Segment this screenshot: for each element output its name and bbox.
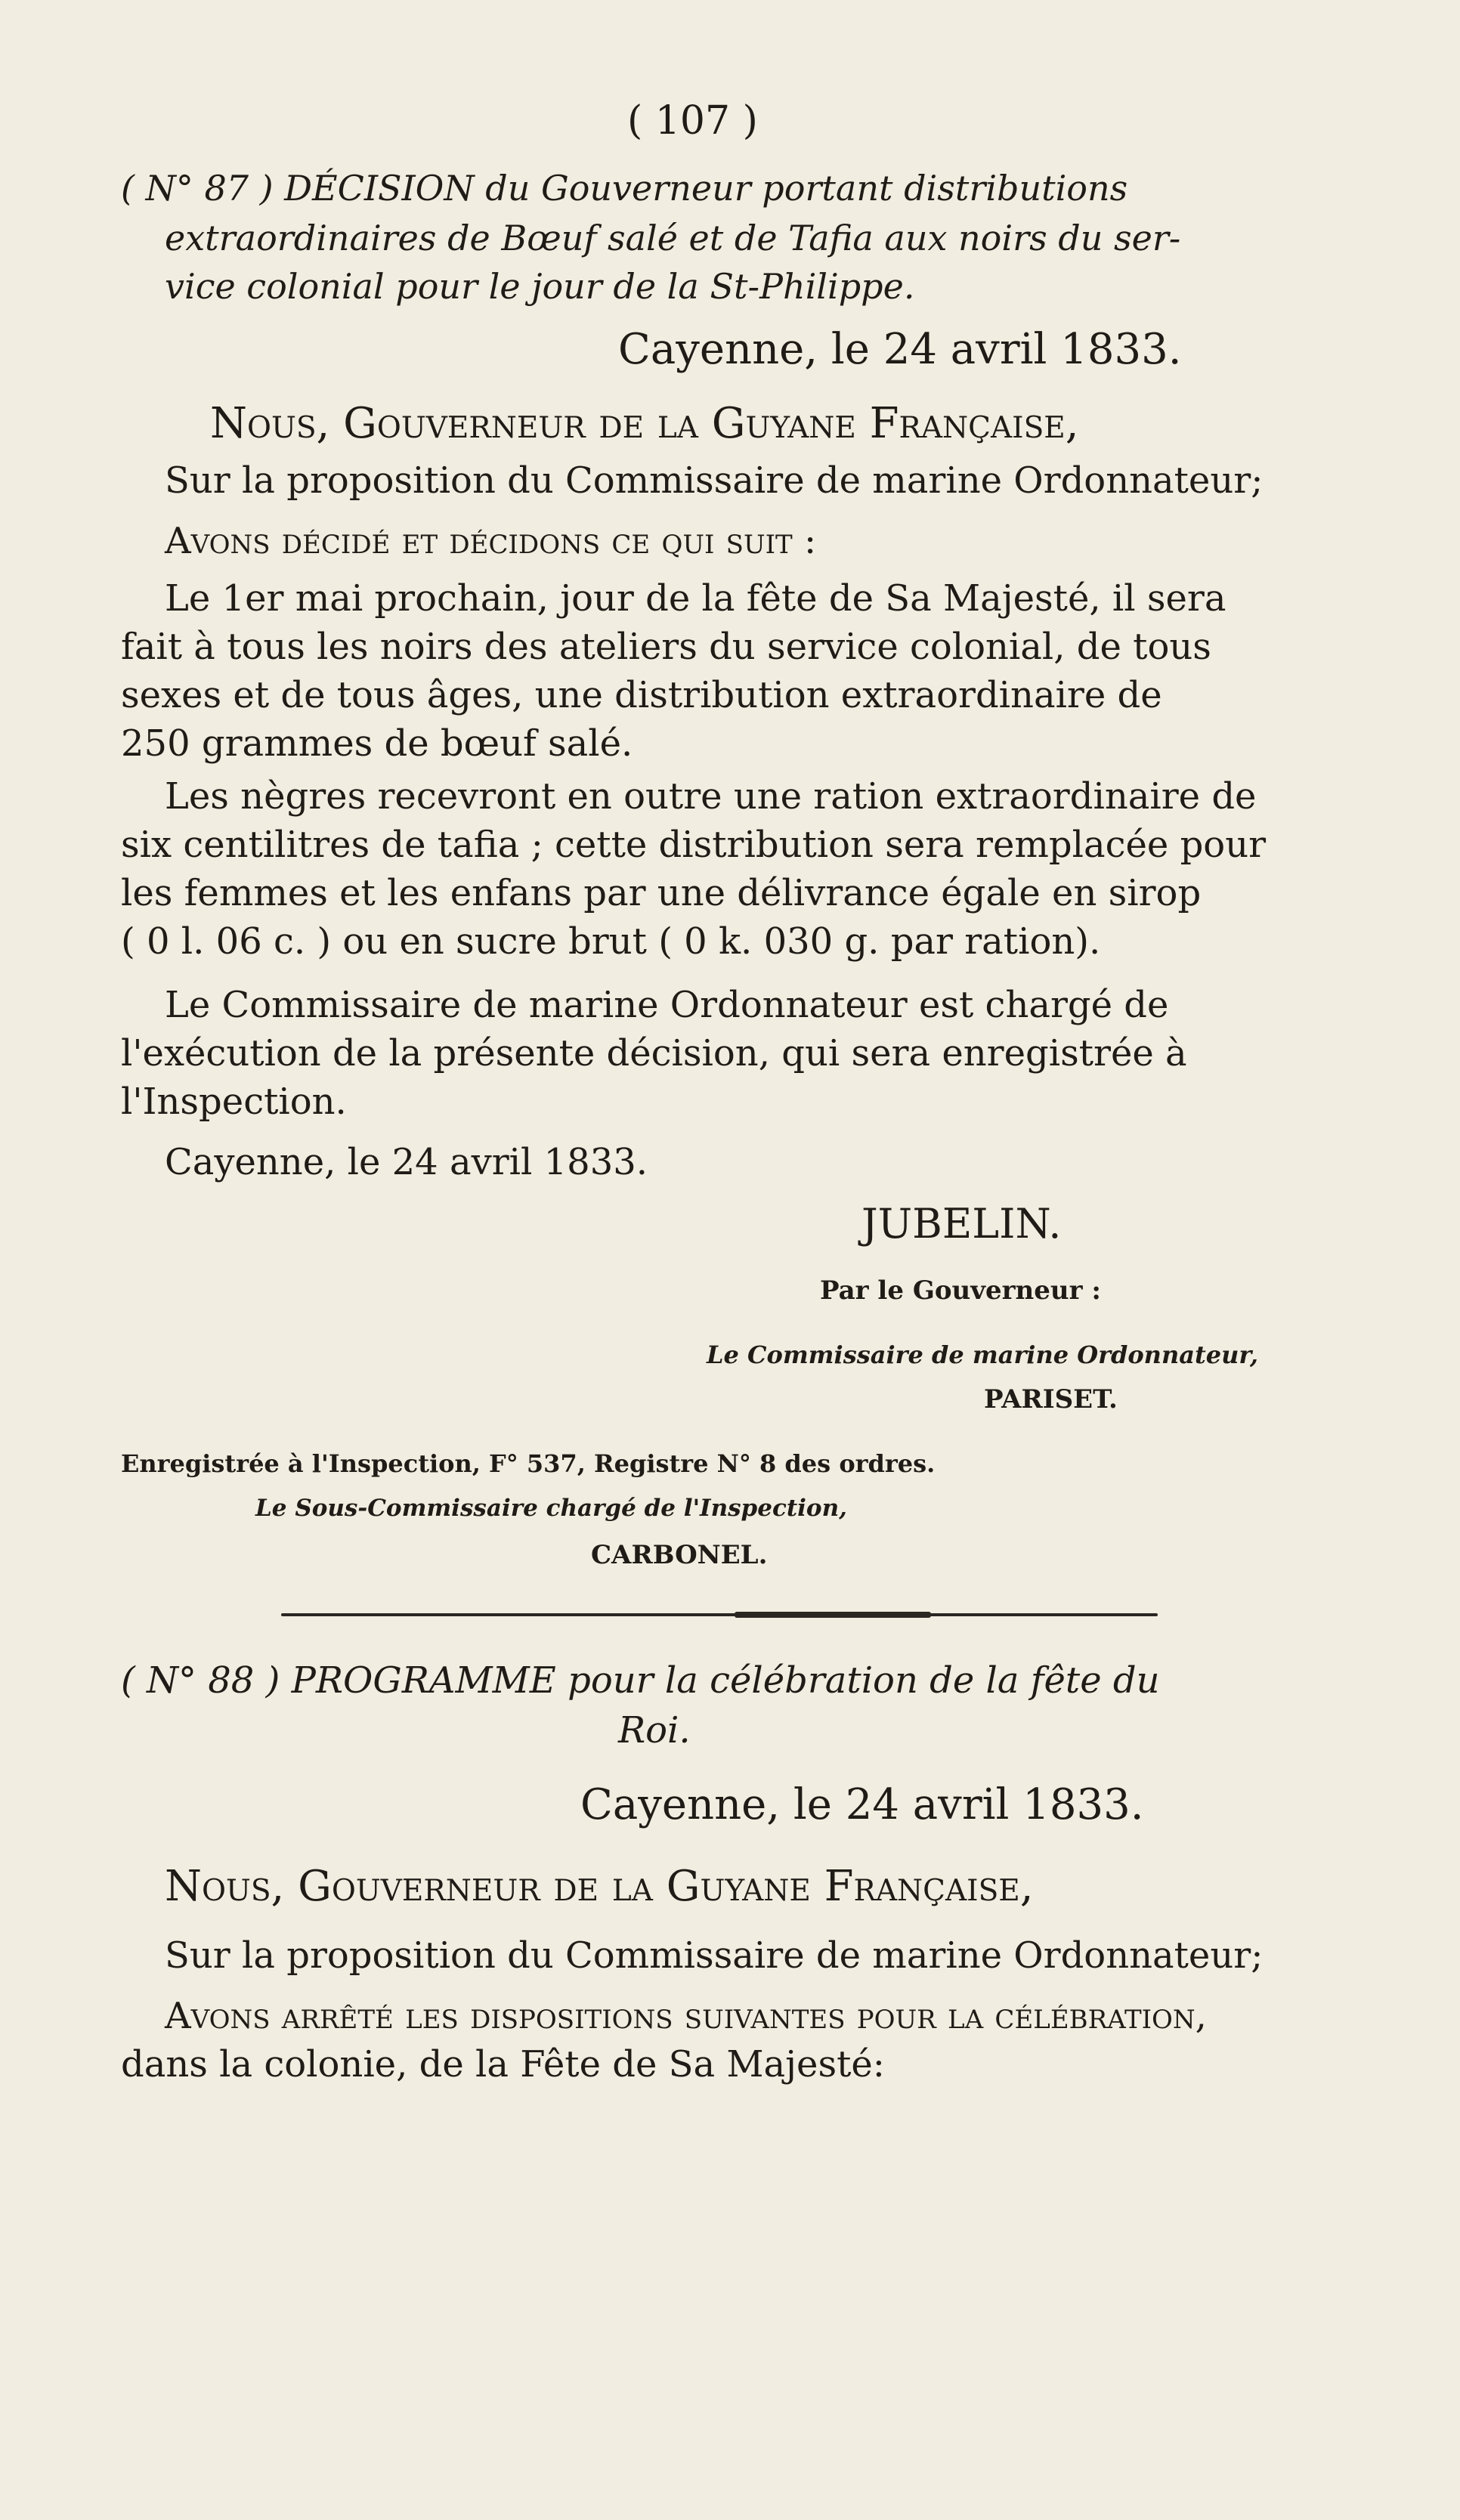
programme-place-date: Cayenne, le 24 avril 1833. xyxy=(580,1780,1144,1829)
programme-proposition: Sur la proposition du Commissaire de marine Ordonnateur; xyxy=(165,1934,1264,1977)
programme-avons-line2: dans la colonie, de la Fête de Sa Majesté: xyxy=(121,2043,885,2086)
programme-heading-line2: Roi. xyxy=(618,1709,691,1752)
commissaire-name: PARISET. xyxy=(984,1384,1118,1415)
paragraph1-line1: Le 1er mai prochain, jour de la fête de Sa Majesté, il sera xyxy=(165,577,1226,620)
paragraph2-line1: Les nègres recevront en outre une ration extraordinaire de xyxy=(165,775,1257,818)
sous-commissaire-name: CARBONEL. xyxy=(591,1540,768,1570)
paragraph3-line1: Le Commissaire de marine Ordonnateur est chargé de xyxy=(165,984,1169,1026)
decision-heading-line2: extraordinaires de Bœuf salé et de Tafia aux noirs du ser- xyxy=(165,218,1181,258)
paragraph2-line4: ( 0 l. 06 c. ) ou en sucre brut ( 0 k. 030 g. par ration). xyxy=(121,920,1101,963)
paragraph1-line2: fait à tous les noirs des ateliers du service colonial, de tous xyxy=(121,626,1211,668)
paragraph3-line3: l'Inspection. xyxy=(121,1081,347,1123)
paragraph1-line4: 250 grammes de bœuf salé. xyxy=(121,722,633,765)
programme-nous: Nous, Gouverneur de la Guyane Française, xyxy=(165,1862,1034,1911)
decision-nous: Nous, Gouverneur de la Guyane Française, xyxy=(210,399,1079,448)
decision-proposition: Sur la proposition du Commissaire de marine Ordonnateur; xyxy=(165,459,1264,502)
paragraph2-line2: six centilitres de tafia ; cette distribution sera remplacée pour xyxy=(121,824,1267,866)
commissaire-title: Le Commissaire de marine Ordonnateur, xyxy=(707,1340,1259,1369)
decision-heading-line1: ( N° 87 ) DÉCISION du Gouverneur portant distributions xyxy=(121,168,1128,209)
paragraph2-line3: les femmes et les enfans par une délivrance égale en sirop xyxy=(121,872,1202,914)
enregistree-line: Enregistrée à l'Inspection, F° 537, Registre N° 8 des ordres. xyxy=(121,1449,936,1478)
signature-jubelin: JUBELIN. xyxy=(861,1200,1062,1248)
sous-commissaire-title: Le Sous-Commissaire chargé de l'Inspection, xyxy=(255,1495,847,1522)
section-divider xyxy=(281,1613,1158,1616)
programme-heading-line1: ( N° 88 ) PROGRAMME pour la célébration de la fête du xyxy=(121,1659,1160,1702)
closing-date: Cayenne, le 24 avril 1833. xyxy=(165,1141,648,1183)
decision-place-date: Cayenne, le 24 avril 1833. xyxy=(618,325,1182,374)
decision-heading-line3: vice colonial pour le jour de la St-Philippe. xyxy=(165,266,915,307)
decision-avons: Avons décidé et décidons ce qui suit : xyxy=(165,520,817,562)
paragraph3-line2: l'exécution de la présente décision, qui sera enregistrée à xyxy=(121,1032,1187,1074)
par-le-gouverneur: Par le Gouverneur : xyxy=(820,1275,1101,1306)
programme-avons-line1: Avons arrêté les dispositions suivantes pour la célébration, xyxy=(165,1995,1207,2037)
paragraph1-line3: sexes et de tous âges, une distribution extraordinaire de xyxy=(121,674,1162,716)
page-number: ( 107 ) xyxy=(627,98,758,144)
